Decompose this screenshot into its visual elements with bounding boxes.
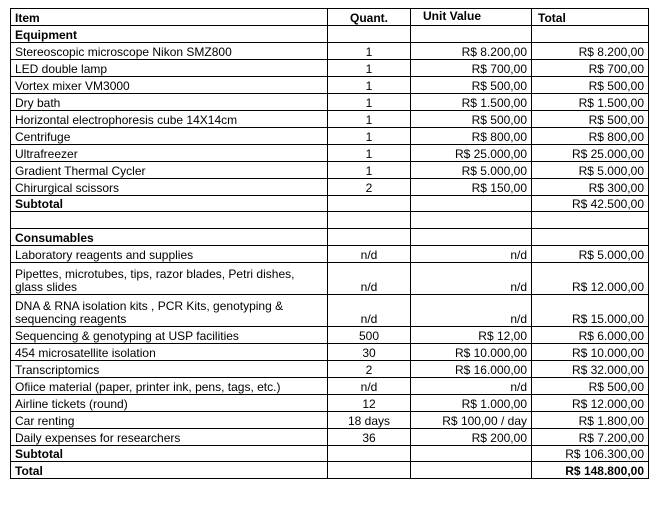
quant-cell: 1	[328, 94, 411, 111]
subtotal-row-equipment	[11, 196, 649, 212]
table-row	[11, 162, 649, 179]
item-cell: Vortex mixer VM3000	[11, 77, 328, 94]
section-title-consumables: Consumables	[11, 229, 328, 246]
table-row	[11, 60, 649, 77]
unit-value-cell: R$ 150,00	[411, 179, 532, 196]
table-row	[11, 111, 649, 128]
total-cell: R$ 25.000,00	[532, 145, 649, 162]
budget-sheet	[10, 8, 648, 479]
table-row	[11, 43, 649, 60]
table-row	[11, 378, 649, 395]
total-cell: R$ 1.500,00	[532, 94, 649, 111]
item-cell: Ultrafreezer	[11, 145, 328, 162]
quant-cell: n/d	[328, 295, 411, 327]
item-cell: Chirurgical scissors	[11, 179, 328, 196]
table-row	[11, 344, 649, 361]
unit-value-cell: R$ 500,00	[411, 111, 532, 128]
quant-cell: n/d	[328, 263, 411, 295]
section-row-equipment	[11, 26, 649, 43]
table-row	[11, 361, 649, 378]
total-cell: R$ 800,00	[532, 128, 649, 145]
quant-cell: 1	[328, 145, 411, 162]
unit-value-cell: n/d	[411, 246, 532, 263]
table-row	[11, 263, 649, 295]
table-row	[11, 94, 649, 111]
item-cell: Transcriptomics	[11, 361, 328, 378]
table-row	[11, 327, 649, 344]
total-cell: R$ 32.000,00	[532, 361, 649, 378]
subtotal-label: Subtotal	[11, 196, 328, 212]
unit-value-cell: R$ 1.500,00	[411, 94, 532, 111]
budget-table	[10, 8, 649, 479]
quant-cell: 30	[328, 344, 411, 361]
subtotal-row-consumables	[11, 446, 649, 462]
unit-value-cell: R$ 500,00	[411, 77, 532, 94]
total-cell: R$ 15.000,00	[532, 295, 649, 327]
item-cell: Sequencing & genotyping at USP facilities	[11, 327, 328, 344]
quant-cell: 1	[328, 128, 411, 145]
grand-total-value: R$ 148.800,00	[532, 462, 649, 479]
item-cell: 454 microsatellite isolation	[11, 344, 328, 361]
table-row	[11, 145, 649, 162]
unit-value-cell: R$ 8.200,00	[411, 43, 532, 60]
quant-cell: 1	[328, 111, 411, 128]
item-cell: Airline tickets (round)	[11, 395, 328, 412]
section-title-equipment: Equipment	[11, 26, 328, 43]
quant-cell: 2	[328, 361, 411, 378]
quant-cell: 1	[328, 77, 411, 94]
total-cell: R$ 500,00	[532, 111, 649, 128]
item-cell: Laboratory reagents and supplies	[11, 246, 328, 263]
header-item: Item	[11, 9, 328, 26]
total-cell: R$ 7.200,00	[532, 429, 649, 446]
item-cell: Gradient Thermal Cycler	[11, 162, 328, 179]
subtotal-value: R$ 42.500,00	[532, 196, 649, 212]
total-cell: R$ 12.000,00	[532, 263, 649, 295]
unit-value-cell: R$ 5.000,00	[411, 162, 532, 179]
table-row	[11, 128, 649, 145]
quant-cell: 1	[328, 162, 411, 179]
header-row	[11, 9, 649, 26]
unit-value-cell: R$ 10.000,00	[411, 344, 532, 361]
item-cell: Stereoscopic microscope Nikon SMZ800	[11, 43, 328, 60]
quant-cell: 36	[328, 429, 411, 446]
quant-cell: 1	[328, 60, 411, 77]
item-cell: Car renting	[11, 412, 328, 429]
total-cell: R$ 700,00	[532, 60, 649, 77]
unit-value-cell: n/d	[411, 295, 532, 327]
header-quant: Quant.	[328, 9, 411, 26]
total-cell: R$ 8.200,00	[532, 43, 649, 60]
item-cell: Daily expenses for researchers	[11, 429, 328, 446]
subtotal-value: R$ 106.300,00	[532, 446, 649, 462]
header-unit-value: Unit Value	[411, 9, 532, 26]
table-row	[11, 246, 649, 263]
spacer-row	[11, 212, 649, 229]
subtotal-label: Subtotal	[11, 446, 328, 462]
item-cell: Centrifuge	[11, 128, 328, 145]
table-row	[11, 429, 649, 446]
item-cell: LED double lamp	[11, 60, 328, 77]
item-cell: Horizontal electrophoresis cube 14X14cm	[11, 111, 328, 128]
total-cell: R$ 10.000,00	[532, 344, 649, 361]
table-row	[11, 412, 649, 429]
unit-value-cell: R$ 16.000,00	[411, 361, 532, 378]
quant-cell: 2	[328, 179, 411, 196]
quant-cell: n/d	[328, 378, 411, 395]
total-cell: R$ 1.800,00	[532, 412, 649, 429]
table-row	[11, 179, 649, 196]
quant-cell: 1	[328, 43, 411, 60]
grand-total-row	[11, 462, 649, 479]
table-row	[11, 77, 649, 94]
item-cell: DNA & RNA isolation kits , PCR Kits, genotyping & sequencing reagents	[11, 295, 328, 327]
total-cell: R$ 5.000,00	[532, 162, 649, 179]
unit-value-cell: R$ 200,00	[411, 429, 532, 446]
table-row	[11, 395, 649, 412]
unit-value-cell: R$ 700,00	[411, 60, 532, 77]
grand-total-label: Total	[11, 462, 328, 479]
quant-cell: 12	[328, 395, 411, 412]
unit-value-cell: n/d	[411, 263, 532, 295]
total-cell: R$ 300,00	[532, 179, 649, 196]
quant-cell: 500	[328, 327, 411, 344]
unit-value-cell: R$ 12,00	[411, 327, 532, 344]
total-cell: R$ 500,00	[532, 378, 649, 395]
item-cell: Ofiice material (paper, printer ink, pens, tags, etc.)	[11, 378, 328, 395]
total-cell: R$ 5.000,00	[532, 246, 649, 263]
quant-cell: 18 days	[328, 412, 411, 429]
unit-value-cell: n/d	[411, 378, 532, 395]
quant-cell: n/d	[328, 246, 411, 263]
unit-value-cell: R$ 800,00	[411, 128, 532, 145]
total-cell: R$ 6.000,00	[532, 327, 649, 344]
unit-value-cell: R$ 1.000,00	[411, 395, 532, 412]
item-cell: Pipettes, microtubes, tips, razor blades, Petri dishes, glass slides	[11, 263, 328, 295]
total-cell: R$ 12.000,00	[532, 395, 649, 412]
section-row-consumables	[11, 229, 649, 246]
total-cell: R$ 500,00	[532, 77, 649, 94]
unit-value-cell: R$ 100,00 / day	[411, 412, 532, 429]
table-row	[11, 295, 649, 327]
unit-value-cell: R$ 25.000,00	[411, 145, 532, 162]
header-total: Total	[532, 9, 649, 26]
item-cell: Dry bath	[11, 94, 328, 111]
